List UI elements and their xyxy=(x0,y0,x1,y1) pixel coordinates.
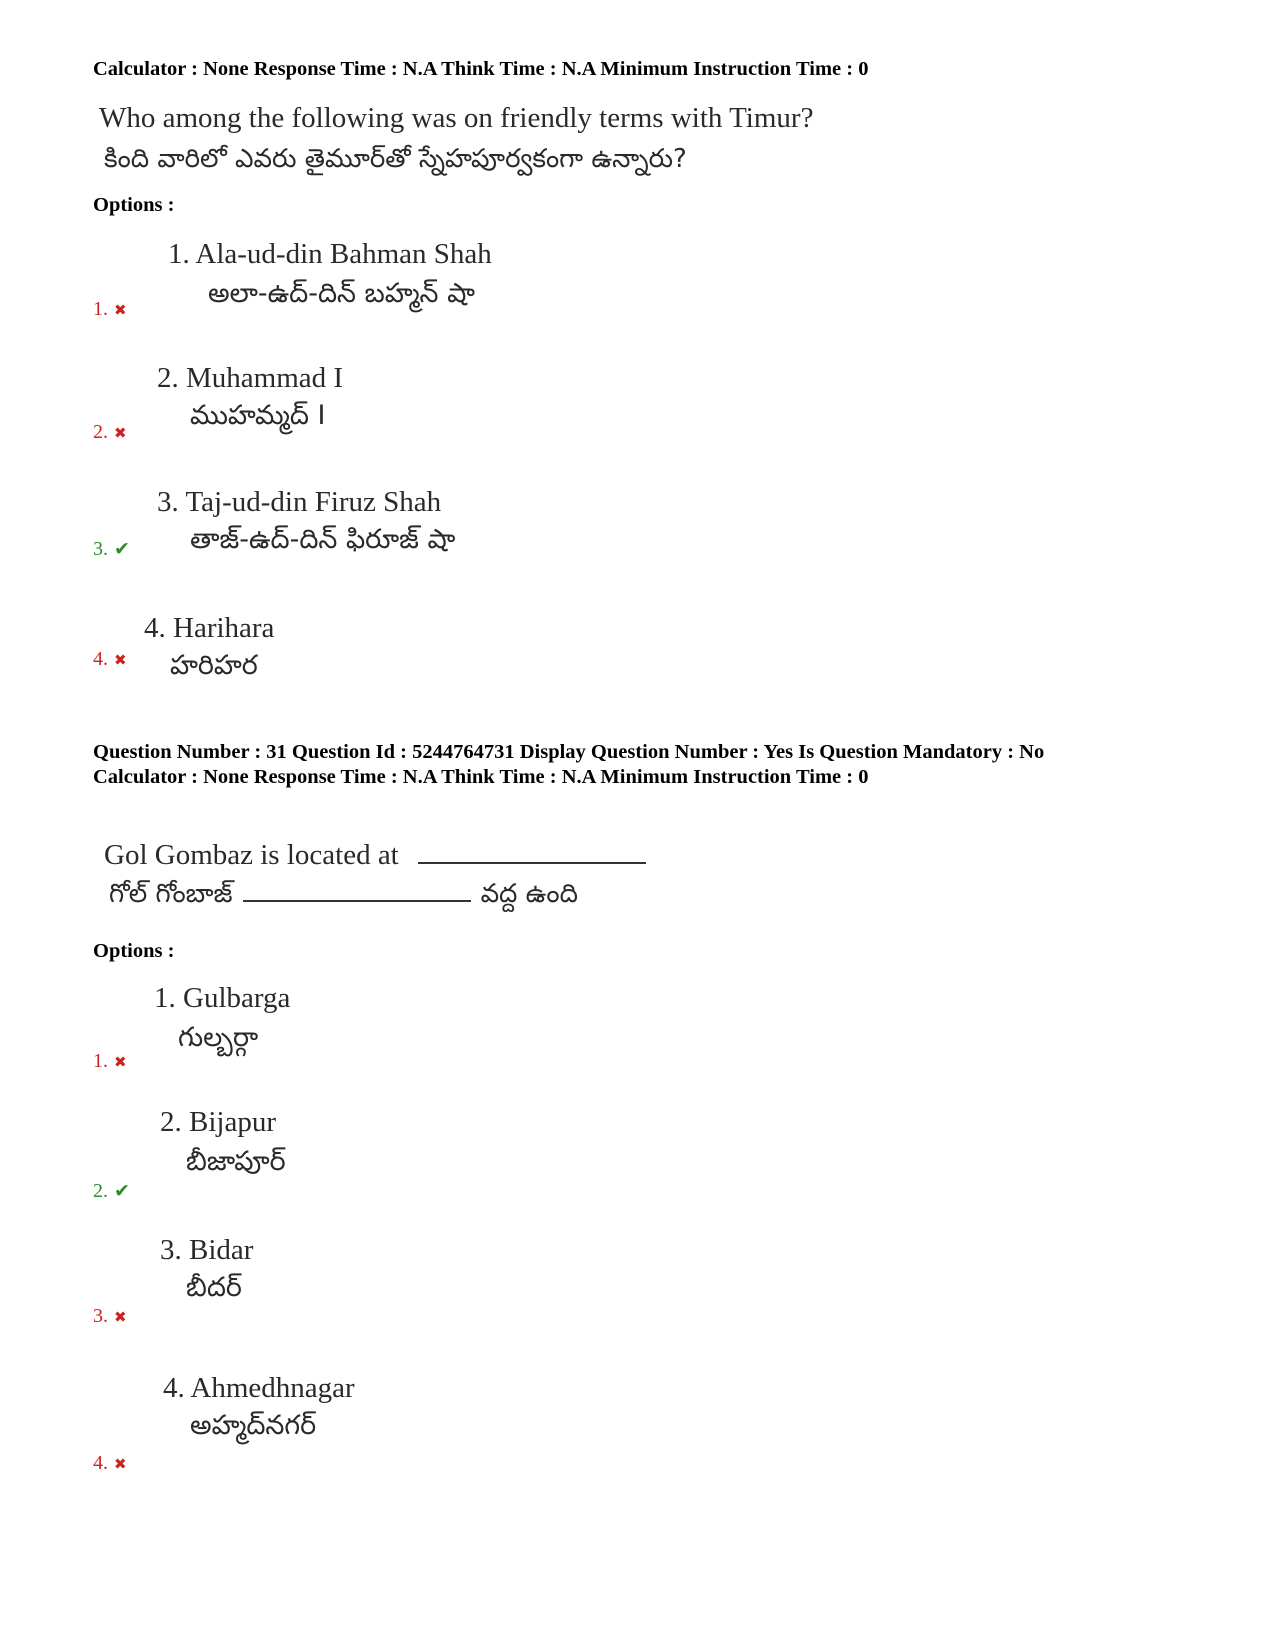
answer-blank xyxy=(243,878,471,902)
option-1-marker: 1. ✖ xyxy=(93,1050,127,1072)
question-text-en: Gol Gombaz is located at xyxy=(104,838,646,870)
option-3-text-te: తాజ్-ఉద్-దిన్ ఫిరూజ్ షా xyxy=(190,524,456,555)
option-4-marker: 4. ✖ xyxy=(93,648,127,670)
question-meta-calculator: Calculator : None Response Time : N.A Think Time : N.A Minimum Instruction Time : 0 xyxy=(93,766,869,788)
cross-icon: ✖ xyxy=(114,651,127,669)
option-4-text-en: 4. Ahmedhnagar xyxy=(163,1372,355,1404)
option-4-marker: 4. ✖ xyxy=(93,1452,127,1474)
option-2-text-en: 2. Bijapur xyxy=(160,1106,276,1138)
option-2-marker: 2. ✔ xyxy=(93,1180,130,1202)
option-4-text-en: 4. Harihara xyxy=(144,612,275,644)
question-meta-number: Question Number : 31 Question Id : 5244764731 Display Question Number : Yes Is Question Mandatory : No xyxy=(93,741,1045,763)
cross-icon: ✖ xyxy=(114,1455,127,1473)
question-meta-calculator: Calculator : None Response Time : N.A Think Time : N.A Minimum Instruction Time : 0 xyxy=(93,58,869,80)
option-1-marker: 1. ✖ xyxy=(93,298,127,320)
option-1-text-te: అలా-ఉద్-దిన్ బహ్మన్ షా xyxy=(208,278,475,309)
option-2-text-te: ముహమ్మద్ I xyxy=(190,400,326,431)
question-text-en: Who among the following was on friendly terms with Timur? xyxy=(99,102,814,134)
options-label: Options : xyxy=(93,194,175,216)
cross-icon: ✖ xyxy=(114,424,127,442)
check-icon: ✔ xyxy=(114,1180,130,1202)
option-2-marker: 2. ✖ xyxy=(93,421,127,443)
options-label: Options : xyxy=(93,940,175,962)
cross-icon: ✖ xyxy=(114,1053,127,1071)
cross-icon: ✖ xyxy=(114,1308,127,1326)
option-2-text-te: బీజాపూర్ xyxy=(186,1146,286,1177)
check-icon: ✔ xyxy=(114,538,130,560)
option-4-text-te: హరిహర xyxy=(170,650,258,681)
option-2-text-en: 2. Muhammad I xyxy=(157,362,344,394)
option-3-marker: 3. ✔ xyxy=(93,538,130,560)
cross-icon: ✖ xyxy=(114,301,127,319)
question-text-te: కింది వారిలో ఎవరు తైమూర్‌తో స్నేహపూర్వకంగా ఉన్నారు? xyxy=(104,144,687,174)
option-1-text-en: 1. Ala-ud-din Bahman Shah xyxy=(168,238,492,270)
option-3-text-en: 3. Taj-ud-din Firuz Shah xyxy=(157,486,442,518)
answer-blank xyxy=(418,838,646,864)
option-3-marker: 3. ✖ xyxy=(93,1305,127,1327)
option-3-text-te: బీదర్ xyxy=(186,1272,242,1303)
option-1-text-te: గుల్బర్గా xyxy=(178,1022,259,1053)
question-text-te: గోల్ గోంబాజ్ వద్ద ఉంది xyxy=(109,879,578,909)
option-1-text-en: 1. Gulbarga xyxy=(154,982,291,1014)
option-4-text-te: అహ్మద్‌నగర్ xyxy=(190,1410,317,1441)
option-3-text-en: 3. Bidar xyxy=(160,1234,254,1266)
